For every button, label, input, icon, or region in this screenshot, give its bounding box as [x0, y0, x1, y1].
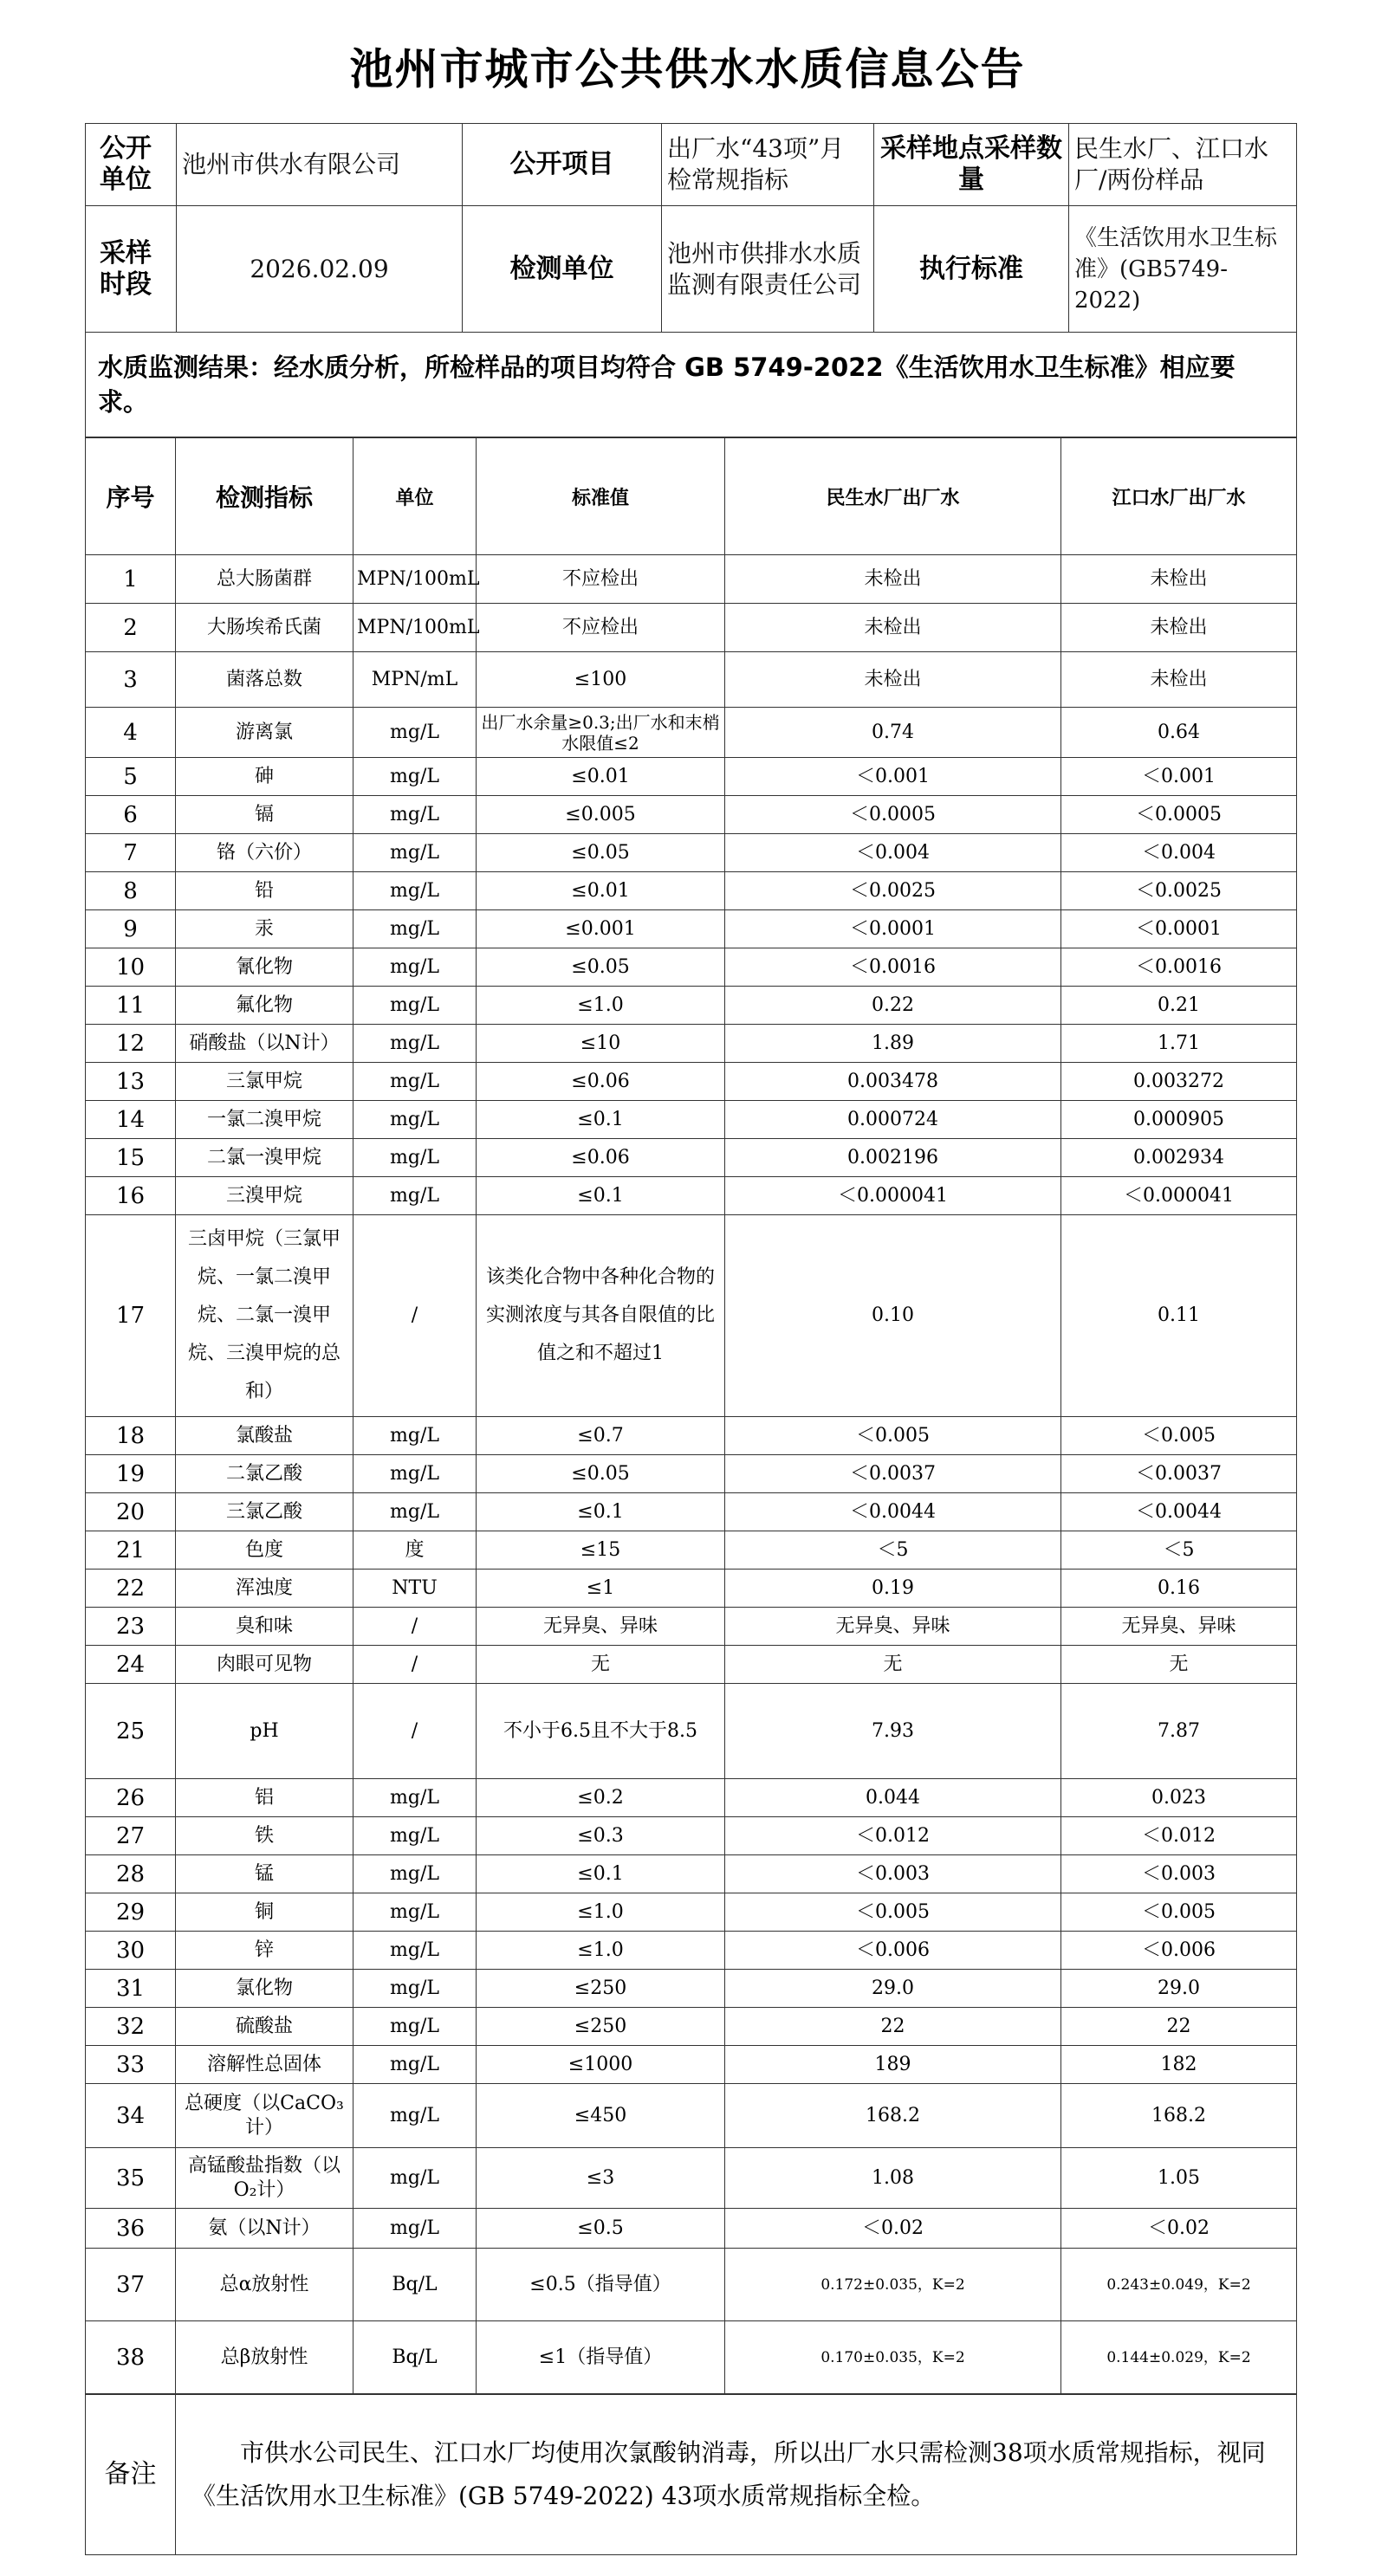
unit-cell: mg/L — [353, 1893, 477, 1932]
standard-cell: ≤0.1 — [477, 1177, 725, 1215]
unit-cell: mg/L — [353, 1025, 477, 1063]
unit-cell: mg/L — [353, 1855, 477, 1893]
minsheng-value: 未检出 — [725, 555, 1061, 604]
standard-cell: ≤0.1 — [477, 1855, 725, 1893]
row-number: 24 — [86, 1646, 176, 1684]
testing-unit-value: 池州市供排水水质监测有限责任公司 — [662, 206, 874, 333]
standard-cell: ≤3 — [477, 2148, 725, 2209]
publisher-value: 池州市供水有限公司 — [177, 124, 463, 206]
table-row — [86, 1646, 1297, 1684]
minsheng-value: 7.93 — [725, 1684, 1061, 1779]
unit-cell: / — [353, 1215, 477, 1417]
standard-cell: ≤15 — [477, 1531, 725, 1570]
table-row — [86, 1855, 1297, 1893]
indicator-name: 铝 — [176, 1779, 353, 1817]
table-row — [86, 1932, 1297, 1970]
minsheng-value: ＜0.012 — [725, 1817, 1061, 1855]
standard-cell: ≤1.0 — [477, 1893, 725, 1932]
indicator-name: 汞 — [176, 910, 353, 948]
column-header-indicator: 检测指标 — [176, 438, 353, 555]
minsheng-value: ＜0.0005 — [725, 796, 1061, 834]
row-number: 34 — [86, 2084, 176, 2148]
unit-cell: mg/L — [353, 2209, 477, 2249]
unit-cell: mg/L — [353, 987, 477, 1025]
row-number: 30 — [86, 1932, 176, 1970]
standard-value: 《生活饮用水卫生标准》(GB5749-2022) — [1069, 206, 1297, 333]
unit-cell: Bq/L — [353, 2249, 477, 2321]
row-number: 2 — [86, 604, 176, 652]
unit-cell: NTU — [353, 1570, 477, 1608]
jiangkou-value: 0.002934 — [1061, 1139, 1297, 1177]
standard-cell: ≤0.05 — [477, 834, 725, 872]
table-row — [86, 1570, 1297, 1608]
row-number: 37 — [86, 2249, 176, 2321]
minsheng-value: 0.002196 — [725, 1139, 1061, 1177]
jiangkou-value: ＜0.000041 — [1061, 1177, 1297, 1215]
jiangkou-value: 22 — [1061, 2008, 1297, 2046]
table-row — [86, 2249, 1297, 2321]
jiangkou-value: 0.000905 — [1061, 1101, 1297, 1139]
row-number: 12 — [86, 1025, 176, 1063]
jiangkou-value: ＜0.005 — [1061, 1893, 1297, 1932]
indicator-name: 砷 — [176, 758, 353, 796]
column-header-row — [86, 438, 1297, 555]
jiangkou-value: 0.64 — [1061, 708, 1297, 758]
note-row — [86, 2395, 1297, 2555]
indicator-name: 二氯一溴甲烷 — [176, 1139, 353, 1177]
indicator-name: 总α放射性 — [176, 2249, 353, 2321]
unit-cell: mg/L — [353, 1779, 477, 1817]
standard-cell: ≤1.0 — [477, 1932, 725, 1970]
indicator-name: 铁 — [176, 1817, 353, 1855]
unit-cell: mg/L — [353, 1932, 477, 1970]
jiangkou-value: 168.2 — [1061, 2084, 1297, 2148]
minsheng-value: 0.10 — [725, 1215, 1061, 1417]
indicator-name: 锰 — [176, 1855, 353, 1893]
minsheng-value: ＜0.0025 — [725, 872, 1061, 910]
standard-cell: 不应检出 — [477, 555, 725, 604]
project-value: 出厂水“43项”月检常规指标 — [662, 124, 874, 206]
result-row — [86, 333, 1297, 437]
standard-cell: ≤0.2 — [477, 1779, 725, 1817]
jiangkou-value: ＜0.0016 — [1061, 948, 1297, 987]
standard-cell: ≤0.05 — [477, 948, 725, 987]
unit-cell: MPN/100mL — [353, 604, 477, 652]
jiangkou-value: 182 — [1061, 2046, 1297, 2084]
indicator-name: 游离氯 — [176, 708, 353, 758]
sampling-period-label: 采样时段 — [86, 206, 177, 333]
jiangkou-value: 0.11 — [1061, 1215, 1297, 1417]
minsheng-value: 无 — [725, 1646, 1061, 1684]
project-label: 公开项目 — [463, 124, 662, 206]
indicator-name: 铬（六价） — [176, 834, 353, 872]
minsheng-value: 0.74 — [725, 708, 1061, 758]
table-row — [86, 1608, 1297, 1646]
jiangkou-value: ＜0.0044 — [1061, 1493, 1297, 1531]
minsheng-value: ＜0.003 — [725, 1855, 1061, 1893]
minsheng-value: ＜5 — [725, 1531, 1061, 1570]
standard-cell: ≤0.06 — [477, 1063, 725, 1101]
sampling-site-label: 采样地点采样数量 — [874, 124, 1069, 206]
standard-cell: 出厂水余量≥0.3;出厂水和末梢水限值≤2 — [477, 708, 725, 758]
standard-cell: ≤0.01 — [477, 758, 725, 796]
table-row — [86, 2046, 1297, 2084]
row-number: 1 — [86, 555, 176, 604]
minsheng-value: 0.22 — [725, 987, 1061, 1025]
row-number: 27 — [86, 1817, 176, 1855]
unit-cell: mg/L — [353, 948, 477, 987]
jiangkou-value: 1.05 — [1061, 2148, 1297, 2209]
info-header-table — [85, 123, 1297, 437]
notice-table-frame — [85, 123, 1296, 2555]
unit-cell: / — [353, 1646, 477, 1684]
unit-cell: mg/L — [353, 1177, 477, 1215]
unit-cell: mg/L — [353, 2084, 477, 2148]
minsheng-value: ＜0.02 — [725, 2209, 1061, 2249]
minsheng-value: 0.170±0.035，K=2 — [725, 2321, 1061, 2394]
table-row — [86, 1779, 1297, 1817]
jiangkou-value: 0.21 — [1061, 987, 1297, 1025]
indicator-name: 大肠埃希氏菌 — [176, 604, 353, 652]
table-row — [86, 948, 1297, 987]
jiangkou-value: ＜0.012 — [1061, 1817, 1297, 1855]
indicator-name: 浑浊度 — [176, 1570, 353, 1608]
standard-cell: ≤0.005 — [477, 796, 725, 834]
jiangkou-value: ＜0.003 — [1061, 1855, 1297, 1893]
row-number: 11 — [86, 987, 176, 1025]
minsheng-value: ＜0.005 — [725, 1893, 1061, 1932]
standard-cell: ≤0.1 — [477, 1101, 725, 1139]
column-header-standard: 标准值 — [477, 438, 725, 555]
unit-cell: mg/L — [353, 2008, 477, 2046]
table-row — [86, 2084, 1297, 2148]
standard-cell: ≤1（指导值） — [477, 2321, 725, 2394]
indicator-name: 氯酸盐 — [176, 1417, 353, 1455]
jiangkou-value: 0.144±0.029，K=2 — [1061, 2321, 1297, 2394]
standard-cell: ≤250 — [477, 1970, 725, 2008]
column-header-unit: 单位 — [353, 438, 477, 555]
jiangkou-value: ＜0.02 — [1061, 2209, 1297, 2249]
row-number: 13 — [86, 1063, 176, 1101]
table-row — [86, 1817, 1297, 1855]
indicator-name: 肉眼可见物 — [176, 1646, 353, 1684]
table-row — [86, 2008, 1297, 2046]
standard-label: 执行标准 — [874, 206, 1069, 333]
table-row — [86, 1139, 1297, 1177]
row-number: 15 — [86, 1139, 176, 1177]
unit-cell: MPN/mL — [353, 652, 477, 708]
standard-cell: ≤1 — [477, 1570, 725, 1608]
row-number: 20 — [86, 1493, 176, 1531]
indicator-name: 硫酸盐 — [176, 2008, 353, 2046]
jiangkou-value: 0.003272 — [1061, 1063, 1297, 1101]
indicator-name: 高锰酸盐指数（以O₂计） — [176, 2148, 353, 2209]
table-row — [86, 2321, 1297, 2394]
table-row — [86, 834, 1297, 872]
row-number: 19 — [86, 1455, 176, 1493]
column-header-no: 序号 — [86, 438, 176, 555]
minsheng-value: 168.2 — [725, 2084, 1061, 2148]
row-number: 18 — [86, 1417, 176, 1455]
header-row-2 — [86, 206, 1297, 333]
jiangkou-value: ＜0.001 — [1061, 758, 1297, 796]
unit-cell: mg/L — [353, 1063, 477, 1101]
jiangkou-value: ＜0.0001 — [1061, 910, 1297, 948]
jiangkou-value: ＜5 — [1061, 1531, 1297, 1570]
table-row — [86, 910, 1297, 948]
unit-cell: mg/L — [353, 1455, 477, 1493]
minsheng-value: ＜0.0044 — [725, 1493, 1061, 1531]
unit-cell: mg/L — [353, 872, 477, 910]
minsheng-value: 1.08 — [725, 2148, 1061, 2209]
standard-cell: ≤0.001 — [477, 910, 725, 948]
unit-cell: mg/L — [353, 796, 477, 834]
row-number: 21 — [86, 1531, 176, 1570]
minsheng-value: 0.19 — [725, 1570, 1061, 1608]
unit-cell: mg/L — [353, 1970, 477, 2008]
monitoring-result: 水质监测结果：经水质分析，所检样品的项目均符合 GB 5749-2022《生活饮用水卫生标准》相应要求。 — [86, 333, 1297, 437]
unit-cell: MPN/100mL — [353, 555, 477, 604]
jiangkou-value: 0.023 — [1061, 1779, 1297, 1817]
standard-cell: ≤100 — [477, 652, 725, 708]
indicator-name: 色度 — [176, 1531, 353, 1570]
indicator-name: 氰化物 — [176, 948, 353, 987]
note-label: 备注 — [86, 2395, 176, 2555]
jiangkou-value: 未检出 — [1061, 652, 1297, 708]
unit-cell: mg/L — [353, 708, 477, 758]
standard-cell: ≤1.0 — [477, 987, 725, 1025]
table-row — [86, 1970, 1297, 2008]
minsheng-value: 未检出 — [725, 652, 1061, 708]
standard-cell: ≤450 — [477, 2084, 725, 2148]
table-row — [86, 1417, 1297, 1455]
jiangkou-value: 7.87 — [1061, 1684, 1297, 1779]
jiangkou-value: ＜0.0025 — [1061, 872, 1297, 910]
standard-cell: ≤0.3 — [477, 1817, 725, 1855]
column-header-jiangkou: 江口水厂出厂水 — [1061, 438, 1297, 555]
data-rows — [86, 555, 1297, 2394]
row-number: 10 — [86, 948, 176, 987]
minsheng-value: 0.003478 — [725, 1063, 1061, 1101]
row-number: 32 — [86, 2008, 176, 2046]
indicator-name: 二氯乙酸 — [176, 1455, 353, 1493]
table-row — [86, 796, 1297, 834]
page-title: 池州市城市公共供水水质信息公告 — [349, 44, 1026, 94]
row-number: 29 — [86, 1893, 176, 1932]
standard-cell: 不应检出 — [477, 604, 725, 652]
minsheng-value: ＜0.005 — [725, 1417, 1061, 1455]
table-row — [86, 1101, 1297, 1139]
table-row — [86, 1455, 1297, 1493]
row-number: 7 — [86, 834, 176, 872]
minsheng-value: 未检出 — [725, 604, 1061, 652]
testing-unit-label: 检测单位 — [463, 206, 662, 333]
standard-cell: ≤0.5（指导值） — [477, 2249, 725, 2321]
indicator-name: 铜 — [176, 1893, 353, 1932]
indicator-name: 臭和味 — [176, 1608, 353, 1646]
minsheng-value: ＜0.0001 — [725, 910, 1061, 948]
row-number: 36 — [86, 2209, 176, 2249]
standard-cell: ≤250 — [477, 2008, 725, 2046]
jiangkou-value: 0.243±0.049，K=2 — [1061, 2249, 1297, 2321]
unit-cell: mg/L — [353, 1101, 477, 1139]
row-number: 6 — [86, 796, 176, 834]
standard-cell: 无异臭、异味 — [477, 1608, 725, 1646]
jiangkou-value: 未检出 — [1061, 555, 1297, 604]
jiangkou-value: 29.0 — [1061, 1970, 1297, 2008]
jiangkou-value: 1.71 — [1061, 1025, 1297, 1063]
row-number: 35 — [86, 2148, 176, 2209]
note-table — [85, 2394, 1297, 2555]
note-text: 市供水公司民生、江口水厂均使用次氯酸钠消毒，所以出厂水只需检测38项水质常规指标，视同《生活饮用水卫生标准》(GB 5749-2022) 43项水质常规指标全检。 — [176, 2395, 1297, 2555]
jiangkou-value: ＜0.006 — [1061, 1932, 1297, 1970]
indicator-name: 氨（以N计） — [176, 2209, 353, 2249]
publisher-label: 公开单位 — [86, 124, 177, 206]
table-row — [86, 1893, 1297, 1932]
jiangkou-value: 无异臭、异味 — [1061, 1608, 1297, 1646]
indicator-name: pH — [176, 1684, 353, 1779]
minsheng-value: 0.000724 — [725, 1101, 1061, 1139]
indicator-name: 总β放射性 — [176, 2321, 353, 2394]
row-number: 5 — [86, 758, 176, 796]
row-number: 9 — [86, 910, 176, 948]
minsheng-value: ＜0.0037 — [725, 1455, 1061, 1493]
row-number: 8 — [86, 872, 176, 910]
unit-cell: mg/L — [353, 1139, 477, 1177]
unit-cell: 度 — [353, 1531, 477, 1570]
indicator-name: 一氯二溴甲烷 — [176, 1101, 353, 1139]
indicator-name: 溶解性总固体 — [176, 2046, 353, 2084]
minsheng-value: 1.89 — [725, 1025, 1061, 1063]
minsheng-value: ＜0.001 — [725, 758, 1061, 796]
data-table — [85, 437, 1297, 2394]
minsheng-value: 29.0 — [725, 1970, 1061, 2008]
standard-cell: ≤0.05 — [477, 1455, 725, 1493]
table-row — [86, 1531, 1297, 1570]
unit-cell: mg/L — [353, 1417, 477, 1455]
row-number: 3 — [86, 652, 176, 708]
row-number: 26 — [86, 1779, 176, 1817]
row-number: 33 — [86, 2046, 176, 2084]
table-row — [86, 1215, 1297, 1417]
minsheng-value: ＜0.0016 — [725, 948, 1061, 987]
unit-cell: mg/L — [353, 834, 477, 872]
jiangkou-value: 未检出 — [1061, 604, 1297, 652]
unit-cell: mg/L — [353, 1493, 477, 1531]
unit-cell: mg/L — [353, 2148, 477, 2209]
table-row — [86, 2148, 1297, 2209]
standard-cell: 不小于6.5且不大于8.5 — [477, 1684, 725, 1779]
indicator-name: 菌落总数 — [176, 652, 353, 708]
standard-cell: ≤10 — [477, 1025, 725, 1063]
unit-cell: / — [353, 1684, 477, 1779]
minsheng-value: 22 — [725, 2008, 1061, 2046]
row-number: 28 — [86, 1855, 176, 1893]
standard-cell: ≤0.01 — [477, 872, 725, 910]
indicator-name: 铅 — [176, 872, 353, 910]
row-number: 31 — [86, 1970, 176, 2008]
table-row — [86, 758, 1297, 796]
row-number: 4 — [86, 708, 176, 758]
table-row — [86, 604, 1297, 652]
table-row — [86, 555, 1297, 604]
minsheng-value: ＜0.006 — [725, 1932, 1061, 1970]
indicator-name: 氟化物 — [176, 987, 353, 1025]
table-row — [86, 872, 1297, 910]
table-row — [86, 1025, 1297, 1063]
standard-cell: ≤0.06 — [477, 1139, 725, 1177]
indicator-name: 总硬度（以CaCO₃计） — [176, 2084, 353, 2148]
table-row — [86, 1684, 1297, 1779]
unit-cell: mg/L — [353, 1817, 477, 1855]
indicator-name: 硝酸盐（以N计） — [176, 1025, 353, 1063]
table-row — [86, 1493, 1297, 1531]
sampling-site-value: 民生水厂、江口水厂/两份样品 — [1069, 124, 1297, 206]
jiangkou-value: ＜0.004 — [1061, 834, 1297, 872]
row-number: 23 — [86, 1608, 176, 1646]
indicator-name: 氯化物 — [176, 1970, 353, 2008]
row-number: 14 — [86, 1101, 176, 1139]
unit-cell: mg/L — [353, 910, 477, 948]
standard-cell: ≤0.5 — [477, 2209, 725, 2249]
standard-cell: 无 — [477, 1646, 725, 1684]
sampling-period-value: 2026.02.09 — [177, 206, 463, 333]
jiangkou-value: ＜0.0005 — [1061, 796, 1297, 834]
table-row — [86, 1063, 1297, 1101]
table-row — [86, 652, 1297, 708]
row-number: 16 — [86, 1177, 176, 1215]
standard-cell: ≤0.1 — [477, 1493, 725, 1531]
table-row — [86, 987, 1297, 1025]
jiangkou-value: 0.16 — [1061, 1570, 1297, 1608]
standard-cell: 该类化合物中各种化合物的实测浓度与其各自限值的比值之和不超过1 — [477, 1215, 725, 1417]
header-row-1 — [86, 124, 1297, 206]
indicator-name: 锌 — [176, 1932, 353, 1970]
minsheng-value: 0.172±0.035，K=2 — [725, 2249, 1061, 2321]
jiangkou-value: 无 — [1061, 1646, 1297, 1684]
indicator-name: 三卤甲烷（三氯甲烷、一氯二溴甲烷、二氯一溴甲烷、三溴甲烷的总和） — [176, 1215, 353, 1417]
unit-cell: mg/L — [353, 758, 477, 796]
standard-cell: ≤1000 — [477, 2046, 725, 2084]
minsheng-value: ＜0.004 — [725, 834, 1061, 872]
row-number: 17 — [86, 1215, 176, 1417]
table-row — [86, 2209, 1297, 2249]
unit-cell: / — [353, 1608, 477, 1646]
indicator-name: 三氯甲烷 — [176, 1063, 353, 1101]
table-row — [86, 708, 1297, 758]
standard-cell: ≤0.7 — [477, 1417, 725, 1455]
unit-cell: mg/L — [353, 2046, 477, 2084]
indicator-name: 镉 — [176, 796, 353, 834]
row-number: 22 — [86, 1570, 176, 1608]
jiangkou-value: ＜0.0037 — [1061, 1455, 1297, 1493]
row-number: 25 — [86, 1684, 176, 1779]
minsheng-value: 无异臭、异味 — [725, 1608, 1061, 1646]
column-header-minsheng: 民生水厂出厂水 — [725, 438, 1061, 555]
indicator-name: 三氯乙酸 — [176, 1493, 353, 1531]
minsheng-value: 0.044 — [725, 1779, 1061, 1817]
indicator-name: 总大肠菌群 — [176, 555, 353, 604]
unit-cell: Bq/L — [353, 2321, 477, 2394]
indicator-name: 三溴甲烷 — [176, 1177, 353, 1215]
jiangkou-value: ＜0.005 — [1061, 1417, 1297, 1455]
table-row — [86, 1177, 1297, 1215]
minsheng-value: 189 — [725, 2046, 1061, 2084]
minsheng-value: ＜0.000041 — [725, 1177, 1061, 1215]
row-number: 38 — [86, 2321, 176, 2394]
